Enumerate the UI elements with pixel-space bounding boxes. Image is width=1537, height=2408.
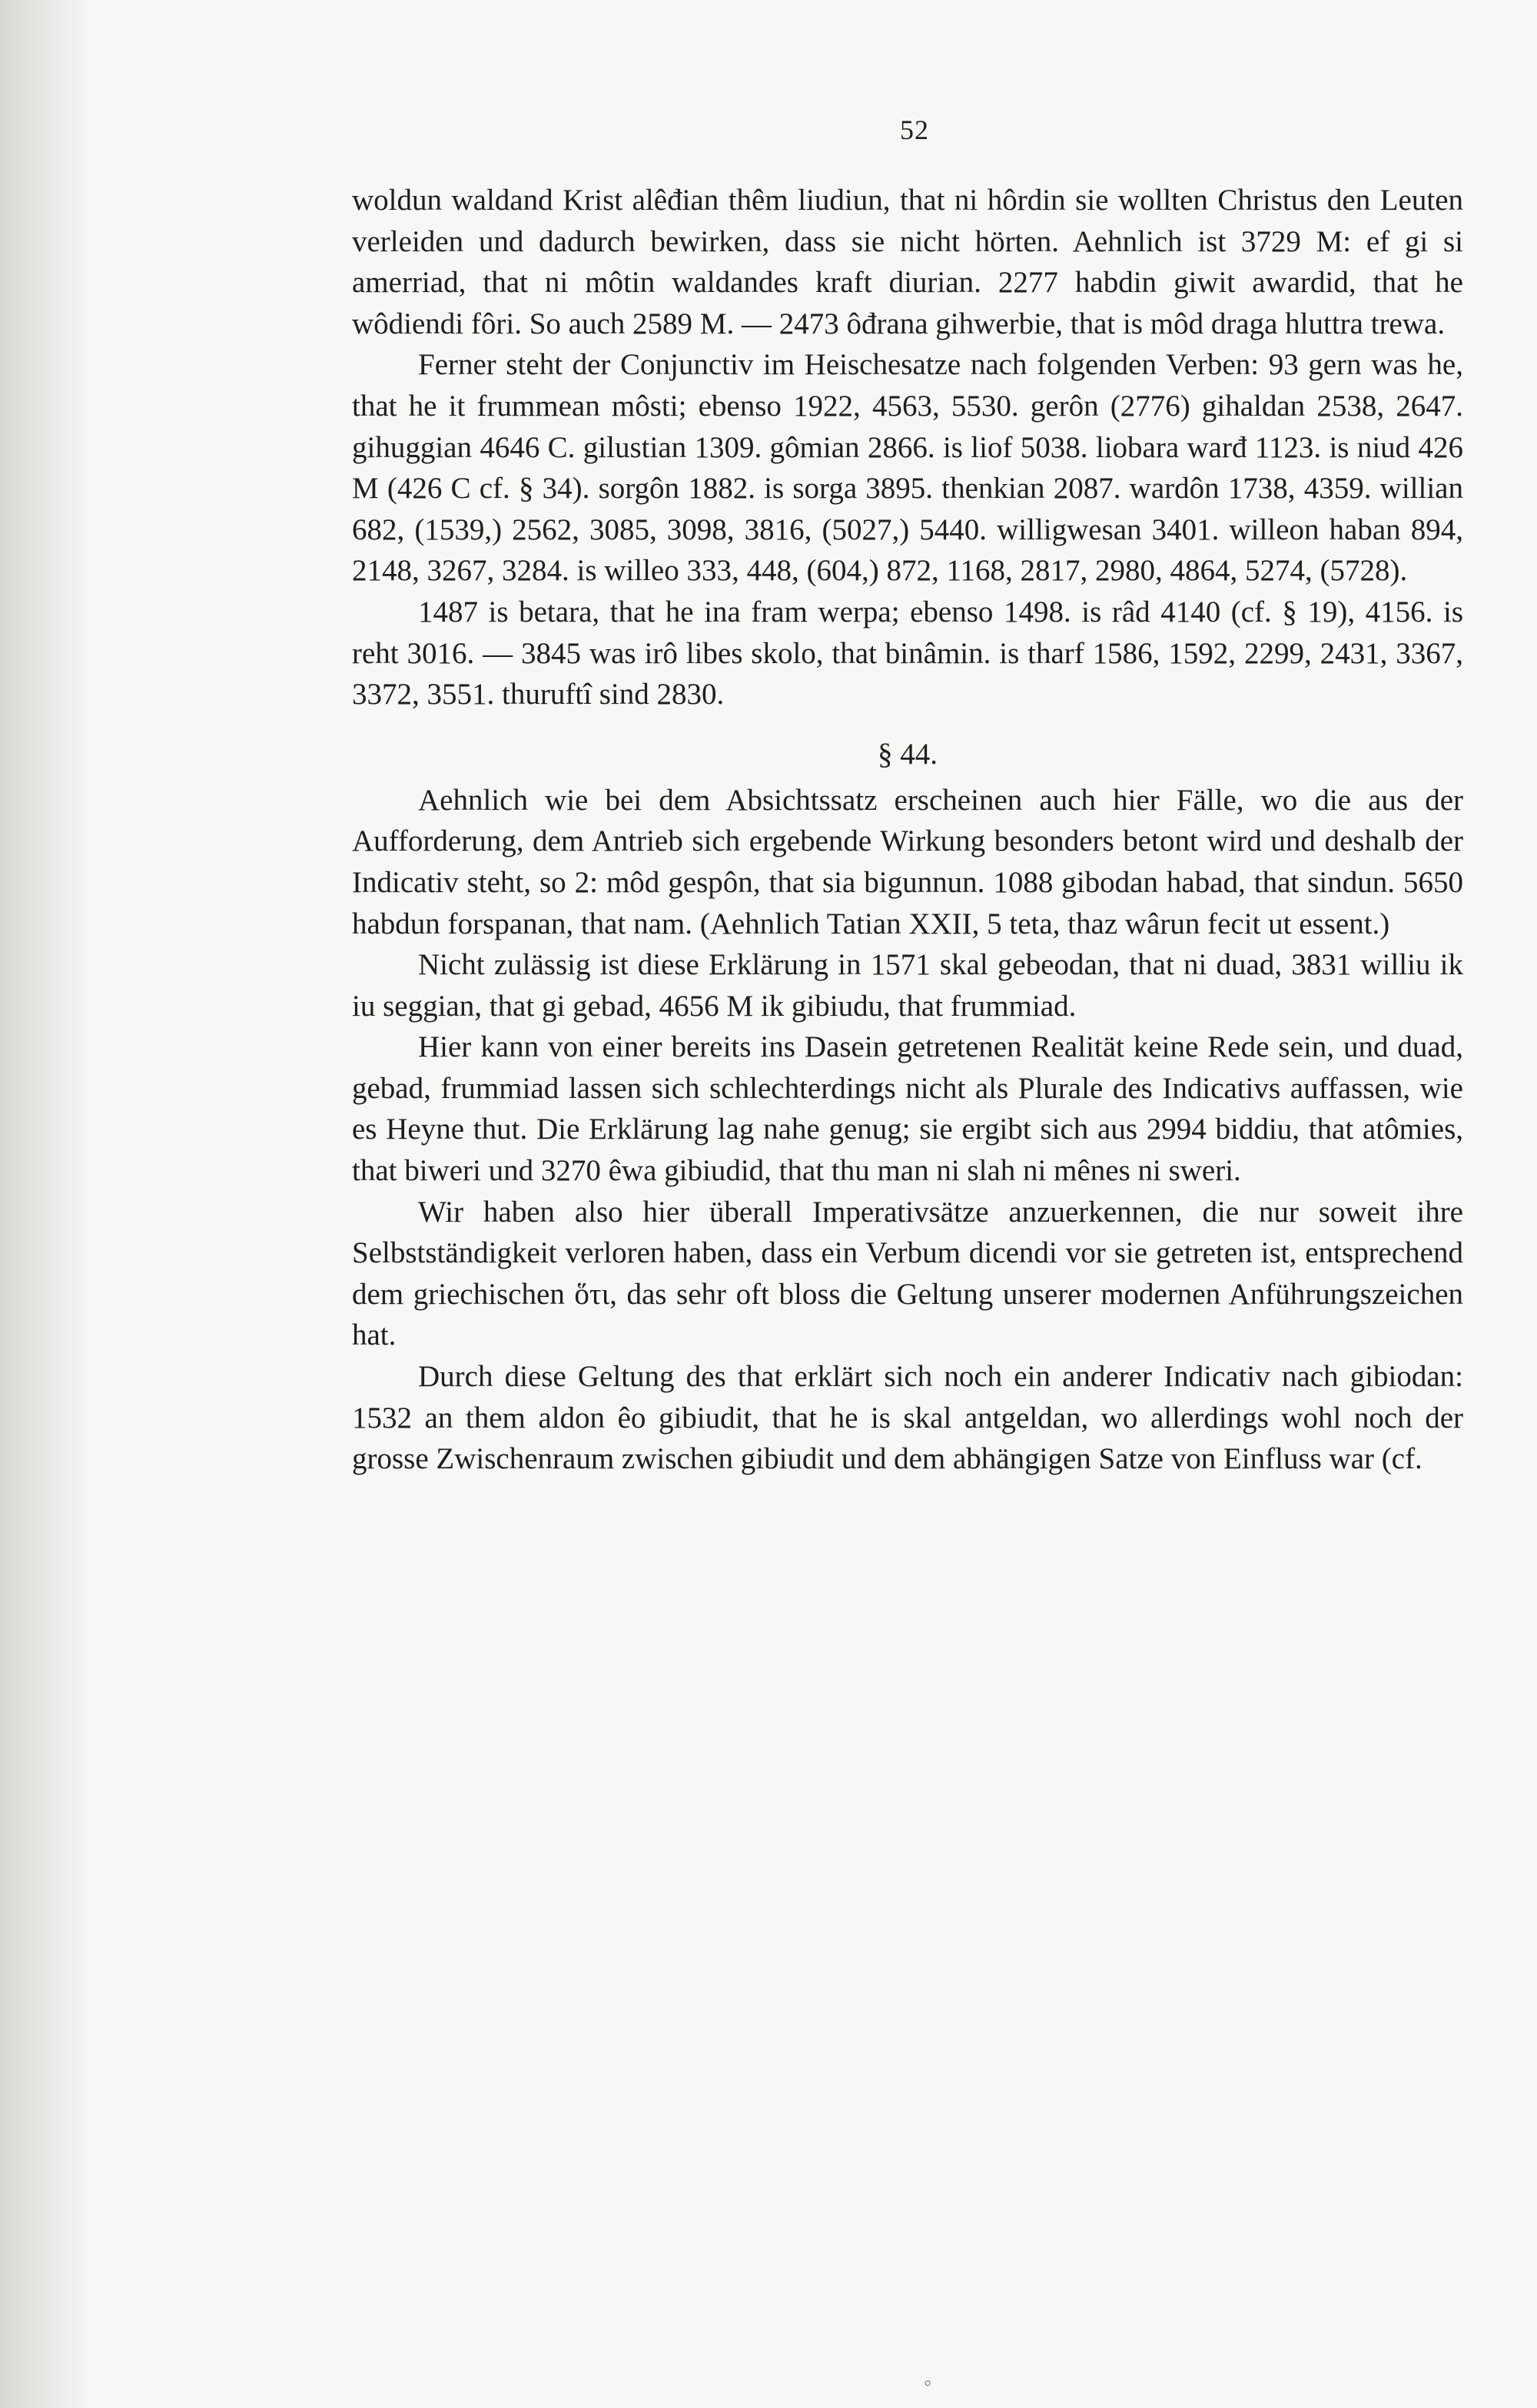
- paragraph: Nicht zulässig ist diese Erklärung in 1571 skal gebeodan, that ni duad, 3831 williu ik iu seggian, that gi gebad, 4656 M ik gibiudu, that frummiad.: [352, 948, 1463, 1023]
- paragraph: woldun waldand Krist alêđian thêm liudiun, that ni hôrdin sie wollten Christus den Leuten verleiden und dadurch bewirken, dass sie nicht hörten. Aehnlich ist 3729 M: ef gi si amerriad, that ni môtin waldandes kraft diurian. 2277 habdin giwit awardid, that he wôdiendi fôri. So auch 2589 M. — 2473 ôđrana gihwerbie, that is môd draga hluttra trewa.: [352, 184, 1463, 340]
- page-number: 52: [900, 114, 929, 145]
- paragraph: 1487 is betara, that he ina fram werpa; ebenso 1498. is râd 4140 (cf. § 19), 4156. is reht 3016. — 3845 was irô libes skolo, that binâmin. is tharf 1586, 1592, 2299, 2431, 3367, 3372, 3551. thuruftî sind 2830.: [352, 595, 1463, 711]
- paragraph: Wir haben also hier überall Imperativsätze anzuerkennen, die nur soweit ihre Selbstständigkeit verloren haben, dass ein Verbum dicendi vor sie getreten ist, entsprechend dem griechischen ὅτι, das sehr oft bloss die Geltung unserer modernen Anführungszeichen hat.: [352, 1195, 1463, 1352]
- spine-shadow: [0, 0, 92, 2408]
- paragraph: Durch diese Geltung des that erklärt sich noch ein anderer Indicativ nach gibiodan: 1532 an them aldon êo gibiudit, that he is skal antgeldan, wo allerdings wohl noch der grosse Zwischenraum zwischen gibiudit und dem abhängigen Satze von Einfluss war (cf.: [352, 1360, 1463, 1476]
- section-heading: § 44.: [878, 737, 938, 771]
- paragraph: Aehnlich wie bei dem Absichtssatz erscheinen auch hier Fälle, wo die aus der Aufforderung, dem Antrieb sich ergebende Wirkung besonders betont wird und deshalb der Indicativ steht, so 2: môd gespôn, that sia bigunnun. 1088 gibodan habad, that sindun. 5650 habdun forspanan, that nam. (Aehnlich Tatian XXII, 5 teta, thaz wârun fecit ut essent.): [352, 783, 1463, 940]
- paragraph: Hier kann von einer bereits ins Dasein getretenen Realität keine Rede sein, und duad, gebad, frummiad lassen sich schlechterdings nicht als Plurale des Indicativs auffassen, wie es Heyne thut. Die Erklärung lag nahe genug; sie ergibt sich aus 2994 biddiu, that atômies, that biweri und 3270 êwa gibiudid, that thu man ni slah ni mênes ni sweri.: [352, 1030, 1463, 1188]
- body-text: [352, 180, 1463, 1480]
- bottom-mark: ◦: [924, 2370, 932, 2396]
- paragraph: Ferner steht der Conjunctiv im Heischesatze nach folgenden Verben: 93 gern was he, that he it frummean môsti; ebenso 1922, 4563, 5530. gerôn (2776) gihaldan 2538, 2647. gihuggian 4646 C. gilustian 1309. gômian 2866. is liof 5038. liobara warđ 1123. is niud 426 M (426 C cf. § 34). sorgôn 1882. is sorga 3895. thenkian 2087. wardôn 1738, 4359. willian 682, (1539,) 2562, 3085, 3098, 3816, (5027,) 5440. willigwesan 3401. willeon haban 894, 2148, 3267, 3284. is willeo 333, 448, (604,) 872, 1168, 2817, 2980, 4864, 5274, (5728).: [352, 348, 1463, 588]
